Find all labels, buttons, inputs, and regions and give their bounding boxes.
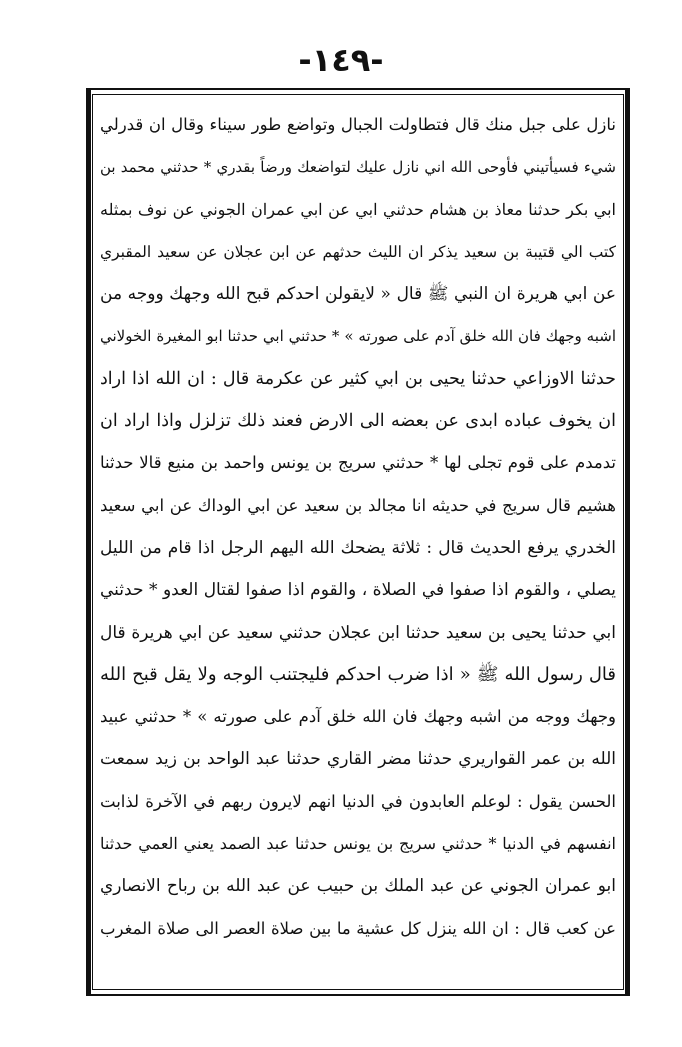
text-line: ابي حدثنا يحيى بن سعيد حدثنا ابن عجلان حدثني سعيد عن ابي هريرة قال: [100, 622, 616, 643]
page-number: -١٤٩-: [298, 41, 384, 79]
body-text: [100, 104, 616, 984]
text-line: تدمدم على قوم تجلى لها * حدثني سريج بن يونس واحمد بن منيع قالا حدثنا: [100, 453, 616, 473]
text-line: كتب الي قتيبة بن سعيد يذكر ان الليث حدثهم عن ابن عجلان عن سعيد المقبري: [100, 242, 616, 261]
text-line: عن كعب قال : ان الله ينزل كل عشية ما بين صلاة العصر الى صلاة المغرب: [100, 918, 616, 938]
text-line: الخدري يرفع الحديث قال : ثلاثة يضحك الله اليهم الرجل اذا قام من الليل: [100, 537, 616, 558]
text-line: وجهك ووجه من اشبه وجهك فان الله خلق آدم على صورته » * حدثني عبيد: [100, 707, 616, 727]
text-line: ابو عمران الجوني عن عبد الملك بن حبيب عن عبد الله بن رباح الانصاري: [100, 876, 616, 897]
text-line: حدثنا الاوزاعي حدثنا يحيى بن ابي كثير عن عكرمة قال : ان الله اذا اراد: [100, 368, 616, 389]
text-line: هشيم قال سريج في حديثه انا مجالد بن سعيد عن ابي الوداك عن ابي سعيد: [100, 495, 616, 515]
text-line: انفسهم في الدنيا * حدثني سريج بن يونس حدثنا عبد الصمد يعني العمي حدثنا: [100, 834, 616, 854]
text-line: ان يخوف عباده ابدى عن بعضه الى الارض فعند ذلك تزلزل واذا اراد ان: [100, 411, 616, 432]
text-line: اشبه وجهك فان الله خلق آدم على صورته » * حدثني ابي حدثنا ابو المغيرة الخولاني: [100, 327, 616, 346]
text-line: ابي بكر حدثنا معاذ بن هشام حدثني ابي عن ابي عمران الجوني عن نوف بمثله: [100, 199, 616, 219]
text-line: نازل على جبل منك قال فتطاولت الجبال وتواضع طور سيناء وقال ان قدرلي: [100, 115, 616, 134]
text-line: شيء فسيأتيني فأوحى الله اني نازل عليك لتواضعك ورضاً بقدري * حدثني محمد بن: [100, 158, 616, 177]
text-line: الحسن يقول : لوعلم العابدون في الدنيا انهم لايرون ربهم في الآخرة لذابت: [100, 791, 616, 811]
text-line: عن ابي هريرة ان النبي ﷺ قال « لايقولن احدكم قبح الله وجهك ووجه من: [100, 284, 616, 305]
text-line: الله بن عمر القواريري حدثنا مضر القاري حدثنا عبد الواحد بن زيد سمعت: [100, 749, 616, 770]
text-line: قال رسول الله ﷺ « اذا ضرب احدكم فليجتنب الوجه ولا يقل قبح الله: [100, 663, 616, 685]
text-line: يصلي ، والقوم اذا صفوا في الصلاة ، والقوم اذا صفوا لقتال العدو * حدثني: [100, 580, 616, 601]
